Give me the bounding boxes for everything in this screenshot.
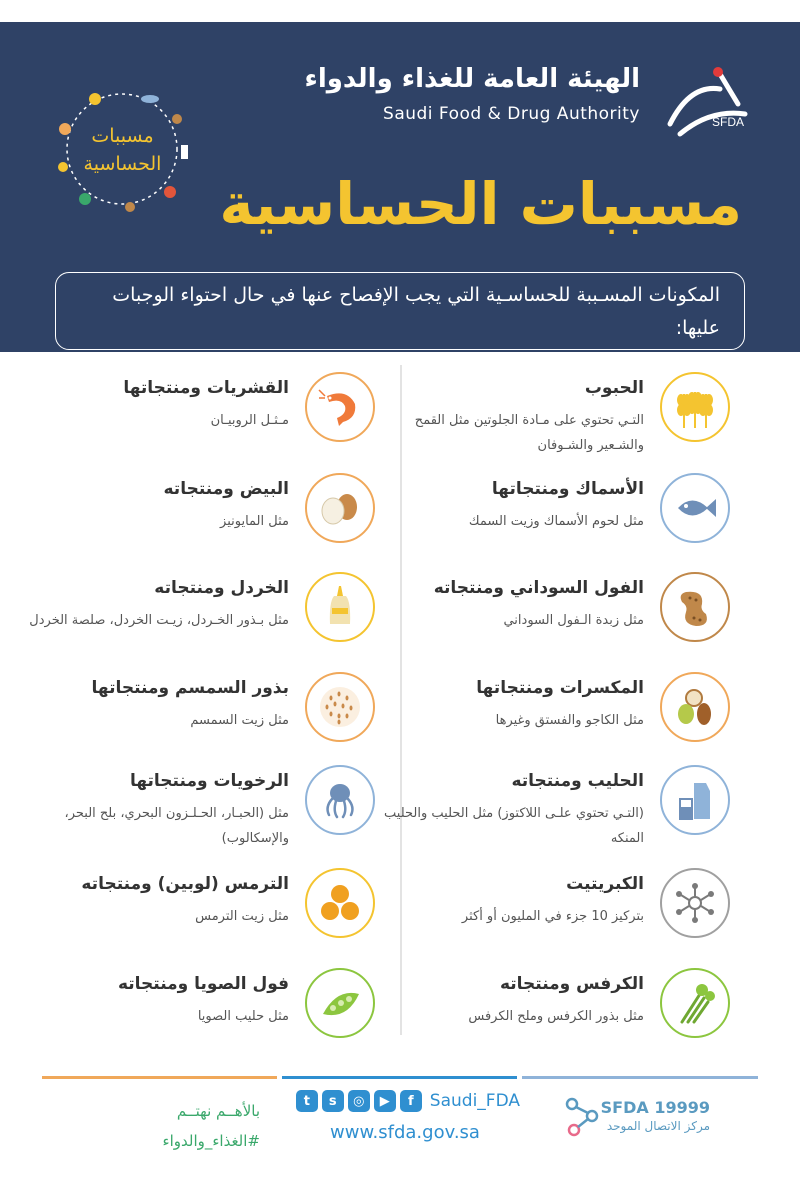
item-desc: مثل بذور الكرفس وملح الكرفس — [468, 1009, 644, 1024]
allergen-item-peanut — [385, 572, 730, 662]
sfda-logo — [304, 64, 770, 144]
item-desc: مثل بـذور الخـردل، زيـت الخردل، صلصة الخردل — [29, 613, 289, 628]
instagram-icon[interactable]: ◎ — [348, 1090, 370, 1112]
item-desc: مثل المايونيز — [220, 514, 289, 529]
item-desc: مثل زيت السمسم — [190, 713, 289, 728]
allergen-item-mustard — [30, 572, 375, 662]
wheat-icon — [672, 384, 718, 430]
twitter-icon[interactable]: t — [296, 1090, 318, 1112]
logo-label: SFDA — [712, 115, 745, 129]
milk-icon — [672, 777, 718, 823]
item-desc: مثل زبدة الـفول السوداني — [503, 613, 644, 628]
allergen-item-sesame — [30, 672, 375, 762]
celery-icon — [672, 980, 718, 1026]
soybean-icon — [317, 980, 363, 1026]
social-links — [290, 1090, 520, 1112]
allergen-item-lupin — [30, 868, 375, 958]
item-desc: مثل لحوم الأسماك وزيت السمك — [468, 514, 644, 529]
badge-line2: الحساسية — [83, 152, 162, 175]
facebook-icon[interactable]: f — [400, 1090, 422, 1112]
item-title: الفول السوداني ومنتجاته — [433, 578, 644, 598]
item-title: البيض ومنتجاته — [163, 479, 289, 499]
intro-text: المكونات المسـببة للحساسـية التي يجب الإفصاح عنها في حال احتواء الوجبات عليها: — [112, 284, 720, 339]
allergen-badge — [55, 87, 190, 212]
allergen-item-soybean — [30, 968, 375, 1058]
shrimp-icon — [317, 384, 363, 430]
allergen-item-sulfites — [385, 868, 730, 958]
footer-divider — [42, 1076, 277, 1079]
allergen-item-nuts — [385, 672, 730, 762]
header-banner — [0, 22, 800, 352]
allergen-item-eggs — [30, 473, 375, 563]
item-title: الرخويات ومنتجاتها — [129, 771, 289, 791]
mustard-icon — [317, 584, 363, 630]
item-title: الكبريتيت — [566, 874, 644, 894]
item-desc: بتركيز 10 جزء في المليون أو أكثر — [461, 909, 644, 924]
allergen-item-crustaceans — [30, 372, 375, 462]
item-desc: التـي تحتوي على مـادة الجلوتين مثل القمح والشـعير والشـوفان — [414, 413, 644, 453]
page-title: مسببات الحساسية — [219, 170, 742, 238]
lupin-icon — [317, 880, 363, 926]
item-title: القشريات ومنتجاتها — [123, 378, 289, 398]
item-desc: مـثـل الروبيـان — [210, 413, 289, 428]
footer-slogan-block — [60, 1096, 260, 1156]
allergen-item-grains — [385, 372, 730, 462]
website-link[interactable]: www.sfda.gov.sa — [330, 1122, 480, 1143]
sfda-emblem-icon — [650, 64, 770, 144]
youtube-icon[interactable]: ▶ — [374, 1090, 396, 1112]
item-desc: مثل زيت الترمس — [195, 909, 289, 924]
item-title: الخردل ومنتجاته — [154, 578, 289, 598]
molecule-icon — [672, 880, 718, 926]
peanut-icon — [672, 584, 718, 630]
allergen-item-molluscs — [30, 765, 375, 855]
snapchat-icon[interactable]: s — [322, 1090, 344, 1112]
intro-box — [55, 272, 745, 350]
footer-divider — [282, 1076, 517, 1079]
allergen-item-celery — [385, 968, 730, 1058]
hotline-block — [550, 1098, 710, 1133]
item-title: بذور السمسم ومنتجاتها — [91, 678, 289, 698]
item-title: المكسرات ومنتجاتها — [476, 678, 644, 698]
fish-icon — [672, 485, 718, 531]
item-title: الكرفس ومنتجاته — [499, 974, 644, 994]
item-desc: مثل (الحبـار، الحـلـزون البحري، بلح البحر، والإسكالوب) — [64, 806, 289, 846]
nuts-icon — [672, 684, 718, 730]
footer-hashtag[interactable]: #الغذاء_والدواء — [162, 1132, 260, 1150]
item-desc: مثل الكاجو والفستق وغيرها — [495, 713, 644, 728]
octopus-icon — [317, 777, 363, 823]
hotline-label: مركز الاتصال الموحد — [606, 1119, 710, 1133]
footer-slogan: بالأهــم نهتــم — [176, 1102, 260, 1120]
item-title: فول الصويا ومنتجاته — [117, 974, 289, 994]
authority-name-ar: الهيئة العامة للغذاء والدواء — [304, 64, 640, 94]
allergen-item-milk — [385, 765, 730, 855]
item-title: الأسماك ومنتجاتها — [491, 479, 644, 499]
item-title: الحليب ومنتجاته — [511, 771, 644, 791]
footer-social-block — [290, 1090, 520, 1143]
social-handle[interactable]: Saudi_FDA — [429, 1091, 520, 1111]
sesame-icon — [317, 684, 363, 730]
item-desc: (التـي تحتوي علـى اللاكتوز) مثل الحليب والحليب المنكه — [384, 806, 644, 846]
eggs-icon — [317, 485, 363, 531]
allergen-item-fish — [385, 473, 730, 563]
item-title: الترمس (لوبين) ومنتجاته — [81, 874, 289, 894]
footer-divider — [522, 1076, 758, 1079]
authority-name-en: Saudi Food & Drug Authority — [383, 104, 640, 124]
item-title: الحبوب — [584, 378, 644, 398]
hotline-number[interactable]: SFDA 19999 — [600, 1098, 710, 1117]
item-desc: مثل حليب الصويا — [197, 1009, 289, 1024]
badge-line1: مسببات — [91, 124, 154, 147]
